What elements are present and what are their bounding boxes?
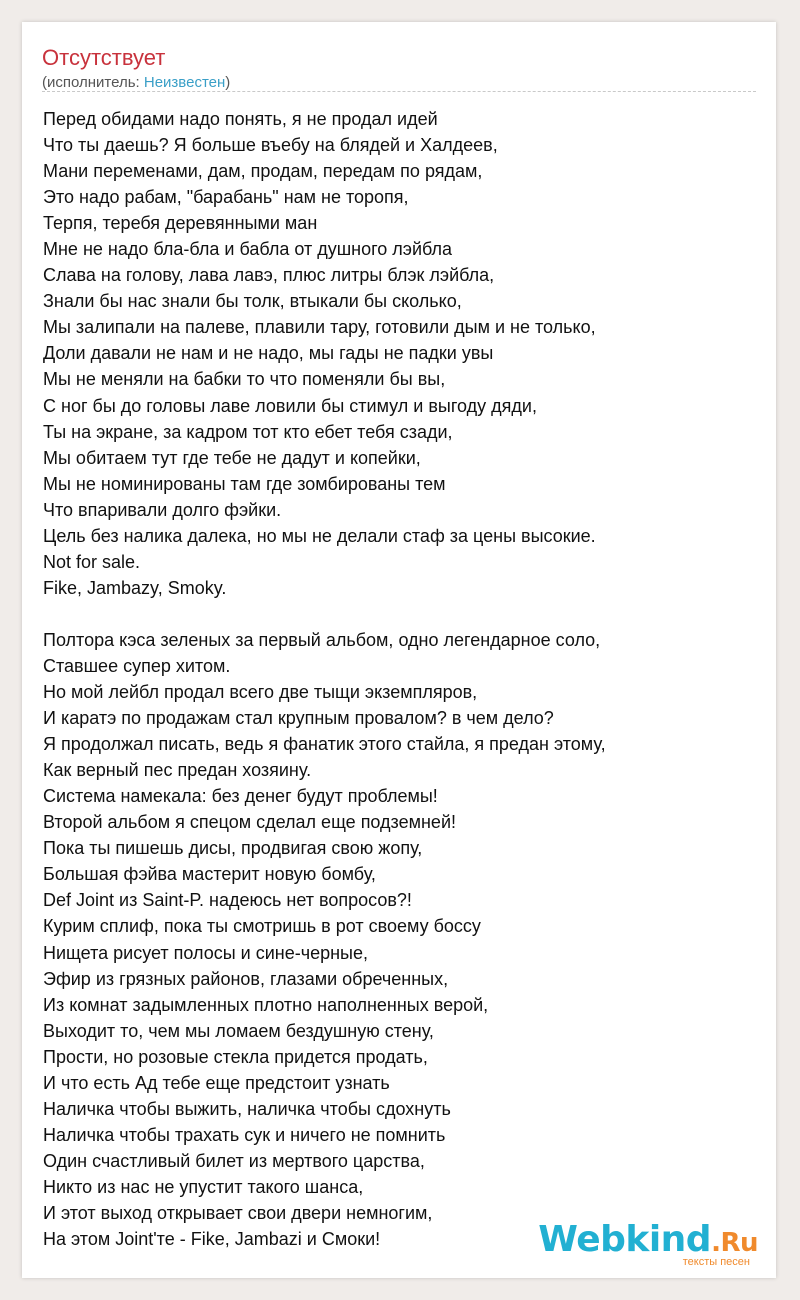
lyric-line: Один счастливый билет из мертвого царства, <box>43 1150 425 1171</box>
lyric-line: Эфир из грязных районов, глазами обреченных, <box>43 968 449 989</box>
lyrics-text <box>43 106 763 1252</box>
dashed-divider <box>42 91 756 92</box>
lyric-line: Мы не меняли на бабки то что поменяли бы вы, <box>43 369 446 390</box>
lyric-line: Что впаривали долго фэйки. <box>43 499 282 520</box>
lyric-line: Мани переменами, дам, продам, передам по рядам, <box>43 161 483 182</box>
lyric-line: Это надо рабам, "барабань" нам не торопя, <box>43 187 409 208</box>
logo-suffix: .Ru <box>711 1228 758 1258</box>
lyric-line: Курим сплиф, пока ты смотришь в рот своему боссу <box>43 916 481 937</box>
lyric-line: Слава на голову, лава лавэ, плюс литры блэк лэйбла, <box>43 265 495 286</box>
lyric-line: Not for sale. <box>43 551 141 572</box>
lyric-line: И каратэ по продажам стал крупным провалом? в чем дело? <box>43 708 554 729</box>
lyric-line: С ног бы до головы лаве ловили бы стимул и выгоду дяди, <box>43 395 537 416</box>
lyric-line: Мне не надо бла-бла и бабла от душного лэйбла <box>43 239 453 260</box>
lyric-line: Второй альбом я спецом сделал еще подземней! <box>43 812 456 833</box>
logo-main-text: Webkind <box>538 1219 712 1260</box>
lyric-line: Наличка чтобы трахать сук и ничего не помнить <box>43 1124 446 1145</box>
lyric-line: Нищета рисует полосы и сине-черные, <box>43 942 369 963</box>
artist-line <box>42 74 230 92</box>
lyric-line: Наличка чтобы выжить, наличка чтобы сдохнуть <box>43 1098 451 1119</box>
lyric-line: Что ты даешь? Я больше въебу на блядей и Халдеев, <box>43 135 498 156</box>
artist-prefix: (исполнитель: <box>42 74 144 91</box>
lyrics-card <box>22 22 776 1278</box>
lyric-line: Из комнат задымленных плотно наполненных верой, <box>43 994 489 1015</box>
lyric-line: Знали бы нас знали бы толк, втыкали бы сколько, <box>43 291 462 312</box>
logo-tagline: тексты песен <box>682 1256 750 1268</box>
lyric-line: Ты на экране, за кадром тот кто ебет тебя сзади, <box>43 421 453 442</box>
lyric-line: Доли давали не нам и не надо, мы гады не падки увы <box>43 343 494 364</box>
lyric-line <box>43 601 763 627</box>
lyric-line: Мы залипали на палеве, плавили тару, готовили дым и не только, <box>43 317 596 338</box>
site-logo[interactable] <box>538 1221 758 1268</box>
lyric-line: Ставшее супер хитом. <box>43 655 231 676</box>
lyric-line: Перед обидами надо понять, я не продал идей <box>43 109 438 129</box>
lyric-line: Fike, Jambazy, Smoky. <box>43 577 227 598</box>
artist-link[interactable]: Неизвестен <box>143 74 226 91</box>
lyric-line: Пока ты пишешь дисы, продвигая свою жопу, <box>43 838 423 859</box>
lyric-line: Большая фэйва мастерит новую бомбу, <box>43 864 376 885</box>
lyric-line: Мы обитаем тут где тебе не дадут и копейки, <box>43 447 421 468</box>
lyric-line: Прости, но розовые стекла придется продать, <box>43 1046 428 1067</box>
artist-suffix: ) <box>225 74 231 91</box>
lyric-line: Терпя, теребя деревянными ман <box>43 213 318 234</box>
lyric-line: Def Joint из Saint-P. надеюсь нет вопросов?! <box>43 890 412 911</box>
lyric-line: Система намекала: без денег будут проблемы! <box>43 786 438 807</box>
lyric-line: Цель без налика далека, но мы не делали стаф за цены высокие. <box>43 525 596 546</box>
lyric-line: На этом Joint'те - Fike, Jambazi и Смоки! <box>43 1229 381 1250</box>
lyric-line: Выходит то, чем мы ломаем бездушную стену, <box>43 1020 434 1041</box>
lyric-line: Полтора кэса зеленых за первый альбом, одно легендарное соло, <box>43 629 601 650</box>
lyric-line: И что есть Ад тебе еще предстоит узнать <box>43 1072 390 1093</box>
lyric-line: Но мой лейбл продал всего две тыщи экземпляров, <box>43 682 478 703</box>
lyric-line: Я продолжал писать, ведь я фанатик этого стайла, я предан этому, <box>43 734 606 755</box>
lyric-line: Как верный пес предан хозяину. <box>43 760 312 781</box>
song-title: Отсутствует <box>42 45 166 70</box>
lyric-line: Никто из нас не упустит такого шанса, <box>43 1176 364 1197</box>
lyric-line: Мы не номинированы там где зомбированы тем <box>43 473 446 494</box>
lyric-line: И этот выход открывает свои двери немногим, <box>43 1202 433 1223</box>
